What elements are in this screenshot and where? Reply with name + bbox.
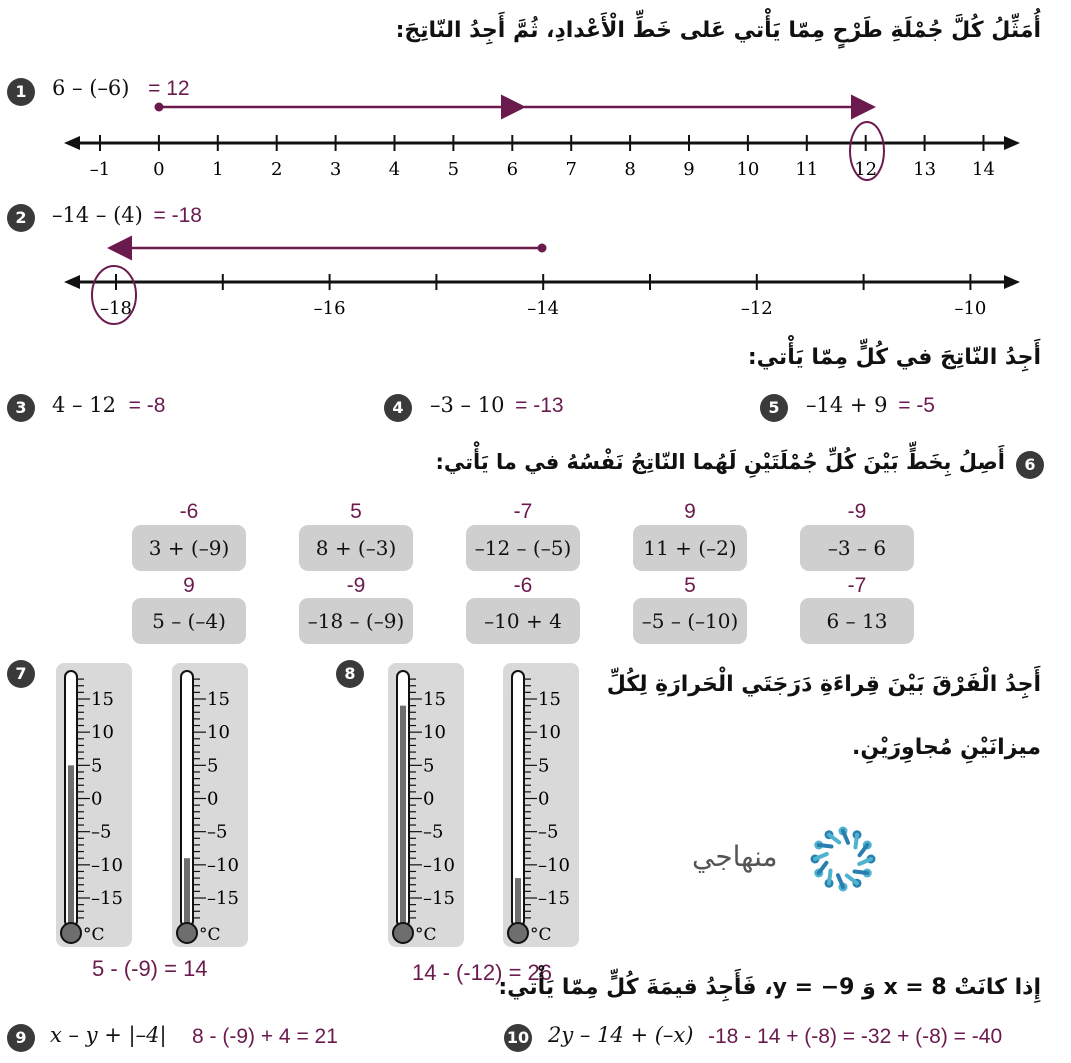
q3-expr-text: 4 – 12 xyxy=(52,393,116,417)
q1-axis-left-arrow xyxy=(64,136,80,150)
thermo-unit: °C xyxy=(83,925,105,945)
q2-tick-label: –12 xyxy=(740,298,773,319)
q2-tick-label: –14 xyxy=(527,298,560,319)
q6-row2-answer: -6 xyxy=(513,574,533,597)
q6-row1-answer: 5 xyxy=(350,500,362,523)
thermo-scale-label: 15 xyxy=(207,689,230,710)
question-number-3: 3 xyxy=(7,394,35,422)
manhaji-logo-mark xyxy=(802,818,884,900)
q5-expression xyxy=(806,393,935,418)
mercury-level xyxy=(515,878,521,925)
instruction-xy: إِذا كانَتْ x = 8 وَ y = −9، فَأَجِدُ قيمَةَ كُلٍّ مِمّا يَأْتي: xyxy=(498,975,1041,1000)
q1-tick-label: 12 xyxy=(854,159,878,180)
q2-tick-label: –10 xyxy=(954,298,987,319)
q6-row1-answer: -6 xyxy=(179,500,199,523)
q2-expr-text: –14 – (4) xyxy=(52,203,143,227)
mercury-level xyxy=(68,765,74,925)
thermo-scale-label: 5 xyxy=(91,755,103,777)
thermo-scale-label: –10 xyxy=(91,854,123,876)
thermo-scale-label: –15 xyxy=(538,888,570,909)
q6-row2-answer: -9 xyxy=(346,574,366,597)
question-number-2: 2 xyxy=(7,204,35,232)
thermo-scale-label: –15 xyxy=(423,888,455,909)
thermo-scale-label: –5 xyxy=(423,821,444,843)
q3-answer: = -8 xyxy=(128,394,166,417)
thermo-scale-label: 10 xyxy=(207,722,230,744)
q2-axis-right-arrow xyxy=(1004,275,1020,289)
q9-expression: x – y + |–4| xyxy=(50,1023,167,1047)
q1-tick-label: 10 xyxy=(736,159,760,180)
q1-expr-text: 6 – (–6) xyxy=(52,76,130,100)
number-line-2 xyxy=(0,230,1071,330)
q6-row2-box[interactable]: 5 – (–4) xyxy=(132,598,246,644)
thermo-unit: °C xyxy=(530,925,552,945)
thermometer-graphic xyxy=(388,663,464,947)
thermo-scale-label: 5 xyxy=(423,755,435,777)
q6-row2-box[interactable]: –18 – (–9) xyxy=(299,598,413,644)
question-number-10: 10 xyxy=(504,1024,532,1052)
q1-tick-label: 4 xyxy=(388,159,401,180)
q6-row1-box[interactable]: 11 + (–2) xyxy=(633,525,747,571)
q1-tick-label: 8 xyxy=(624,159,636,180)
q6-row2-box[interactable]: –5 – (–10) xyxy=(633,598,747,644)
q7-answer: 5 - (-9) = 14 xyxy=(92,956,208,981)
thermo-unit: °C xyxy=(199,925,221,945)
q2-expression xyxy=(52,203,202,228)
instruction-thermo-line2: ميزانَيْنِ مُجاوِرَيْنِ. xyxy=(851,735,1041,760)
thermo-scale-label: –10 xyxy=(423,854,455,876)
q1-tick-label: 11 xyxy=(795,159,819,180)
q6-row1-answer: -7 xyxy=(513,500,533,523)
question-number-1: 1 xyxy=(7,78,35,106)
instruction-connect: أَصِلُ بِخَطٍّ بَيْنَ كُلِّ جُمْلَتَيْنِ لَهُما النّاتِجُ نَفْسُهُ في ما يَأْتي: xyxy=(435,450,1005,474)
thermo-scale-label: –5 xyxy=(91,821,112,843)
q6-row1-box[interactable]: 8 + (–3) xyxy=(299,525,413,571)
question-number-5: 5 xyxy=(760,394,788,422)
thermo-scale-label: 0 xyxy=(423,788,435,810)
thermo-scale-label: 0 xyxy=(538,788,550,810)
q1-axis-right-arrow xyxy=(1004,136,1020,150)
thermo-scale-label: 15 xyxy=(538,689,561,710)
instruction-thermo-line1: أَجِدُ الْفَرْقَ بَيْنَ قِراءَةِ دَرَجَتَي الْحَرارَةِ لِكُلِّ xyxy=(606,672,1041,697)
q10-answer: -18 - 14 + (-8) = -32 + (-8) = -40 xyxy=(708,1025,1003,1048)
q1-tick-label: 2 xyxy=(270,159,283,180)
mercury-level xyxy=(184,858,190,925)
thermometer xyxy=(503,663,579,947)
thermo-scale-label: –5 xyxy=(207,821,228,843)
q4-expr-text: –3 – 10 xyxy=(430,393,505,417)
thermo-scale-label: –15 xyxy=(91,888,123,909)
thermometer xyxy=(56,663,132,947)
thermo-scale-label: 15 xyxy=(91,689,114,710)
thermo-scale-label: 10 xyxy=(423,722,446,744)
q6-row2-answer: 5 xyxy=(684,574,696,597)
q6-row2-answer: 9 xyxy=(183,574,195,597)
q6-row2-box[interactable]: –10 + 4 xyxy=(466,598,580,644)
q6-row1-box[interactable]: –3 – 6 xyxy=(800,525,914,571)
instruction-find-result: أَجِدُ النّاتِجَ في كُلٍّ مِمّا يَأْتي: xyxy=(747,345,1041,370)
thermo-scale-label: 15 xyxy=(423,689,446,710)
thermo-scale-label: –15 xyxy=(207,888,239,909)
thermo-scale-label: 10 xyxy=(91,722,114,744)
q1-answer: = 12 xyxy=(148,77,190,100)
thermo-scale-label: 0 xyxy=(207,788,219,810)
thermo-unit: °C xyxy=(415,925,437,945)
q1-tick-label: 0 xyxy=(153,159,165,180)
q1-tick-label: –1 xyxy=(89,159,111,180)
q3-expression xyxy=(52,393,165,418)
q8-answer: 14 - (-12) = 26 xyxy=(412,960,553,985)
thermometer-graphic xyxy=(503,663,579,947)
q4-expression xyxy=(430,393,564,418)
q2-tick-label: –16 xyxy=(313,298,346,319)
q1-tick-label: 6 xyxy=(506,159,519,180)
number-line-1 xyxy=(0,90,1071,190)
q6-row2-box[interactable]: 6 – 13 xyxy=(800,598,914,644)
q1-tick-label: 3 xyxy=(329,159,342,180)
thermometer xyxy=(388,663,464,947)
q1-tick-label: 7 xyxy=(565,159,577,180)
q1-tick-label: 9 xyxy=(683,159,695,180)
manhaji-logo-text: منهاجي xyxy=(692,840,778,873)
q9-answer: 8 - (-9) + 4 = 21 xyxy=(192,1025,338,1048)
q6-row1-box[interactable]: –12 – (–5) xyxy=(466,525,580,571)
q2-answer: = -18 xyxy=(153,204,202,227)
q6-row1-answer: 9 xyxy=(684,500,696,523)
q2-tick-label: –18 xyxy=(100,298,132,319)
q2-axis-left-arrow xyxy=(64,275,80,289)
q1-tick-label: 1 xyxy=(212,159,224,180)
thermo-scale-label: 0 xyxy=(91,788,103,810)
thermometer xyxy=(172,663,248,947)
instruction-number-line: أُمَثِّلُ كُلَّ جُمْلَةِ طَرْحٍ مِمّا يَأْتي عَلى خَطِّ الْأَعْدادِ، ثُمَّ أَجِدُ النّاتِجَ: xyxy=(395,18,1041,43)
q1-tick-label: 5 xyxy=(447,159,460,180)
thermo-scale-label: 5 xyxy=(207,755,219,777)
q6-row1-box[interactable]: 3 + (–9) xyxy=(132,525,246,571)
thermo-scale-label: –10 xyxy=(207,854,239,876)
thermo-scale-label: –10 xyxy=(538,854,570,876)
question-number-6: 6 xyxy=(1016,451,1044,479)
thermometer-graphic xyxy=(172,663,248,947)
question-number-9: 9 xyxy=(7,1024,35,1052)
q4-answer: = -13 xyxy=(515,394,564,417)
question-number-4: 4 xyxy=(384,394,412,422)
thermometer-graphic xyxy=(56,663,132,947)
q6-row1-answer: -9 xyxy=(847,500,867,523)
question-number-7: 7 xyxy=(7,660,35,688)
manhaji-logo xyxy=(692,818,892,908)
q6-row2-answer: -7 xyxy=(847,574,867,597)
q1-tick-label: 14 xyxy=(972,159,995,180)
thermo-scale-label: 5 xyxy=(538,755,550,777)
thermo-scale-label: 10 xyxy=(538,722,561,744)
mercury-level xyxy=(400,706,406,925)
q1-tick-label: 13 xyxy=(913,159,937,180)
q10-expression: 2y – 14 + (–x) xyxy=(548,1023,694,1047)
q5-answer: = -5 xyxy=(898,394,935,417)
thermo-scale-label: –5 xyxy=(538,821,559,843)
q5-expr-text: –14 + 9 xyxy=(806,393,888,417)
question-number-8: 8 xyxy=(336,660,364,688)
